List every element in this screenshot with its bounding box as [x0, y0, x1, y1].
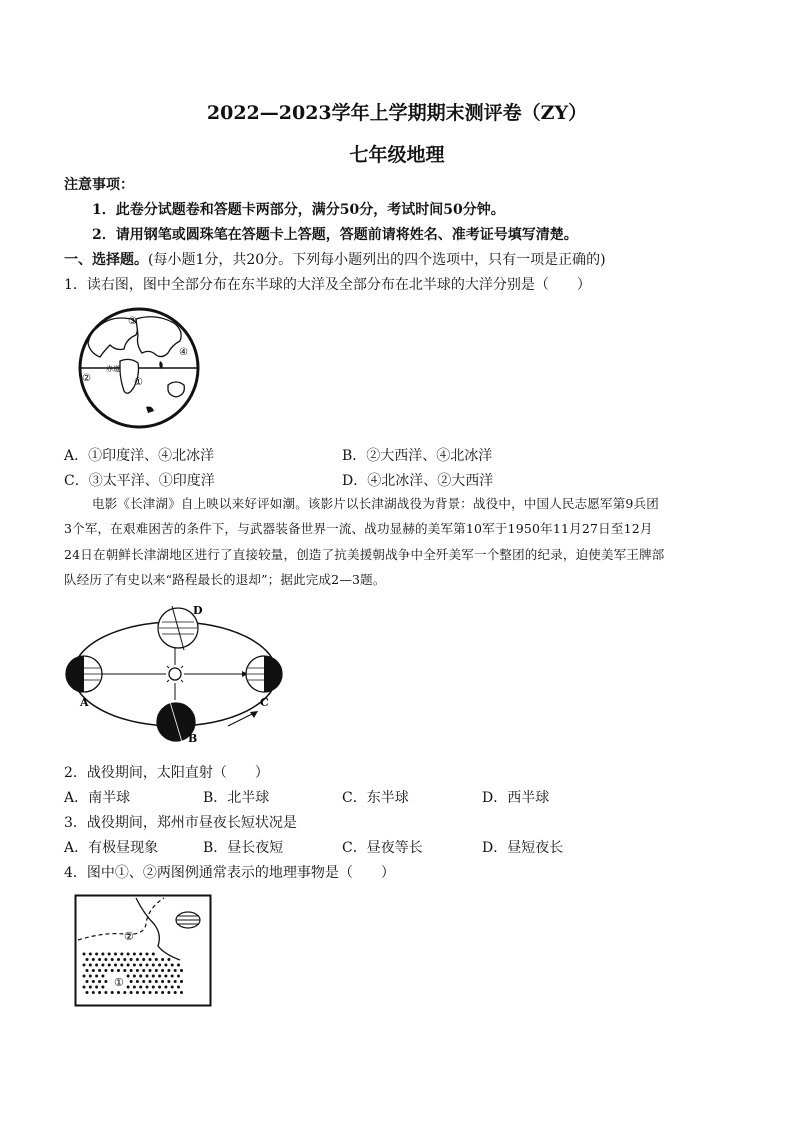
legend-dot: [171, 975, 174, 978]
legend-dot: [101, 986, 104, 989]
legend-dot: [161, 969, 164, 972]
legend-dot: [180, 991, 183, 994]
orbit-label-b: B: [188, 732, 198, 745]
notes-heading: 注意事项：: [64, 177, 134, 193]
legend-dot: [101, 975, 104, 978]
legend-dot: [167, 980, 170, 983]
legend-dot: [152, 986, 155, 989]
earth-orbit-figure: [60, 598, 290, 748]
legend-dot: [95, 975, 98, 978]
world-map-figure: [76, 305, 202, 431]
legend-dot: [152, 964, 155, 967]
legend-dot: [161, 991, 164, 994]
legend-dot: [114, 964, 117, 967]
legend-label-2: ②: [124, 930, 134, 943]
map-label-equator: 赤道: [106, 365, 120, 373]
legend-dot: [89, 975, 92, 978]
legend-dot: [120, 953, 123, 956]
legend-dot: [155, 969, 158, 972]
legend-dot: [108, 953, 111, 956]
q1-option-d[interactable]: D．④北冰洋、②大西洋: [342, 473, 494, 489]
passage-line-3: 24日在朝鲜长津湖地区进行了直接较量，创造了抗美援朝战争中全歼美军一个整团的纪录，迫使美军王牌部: [64, 547, 665, 562]
legend-dot: [98, 980, 101, 983]
legend-dot: [111, 969, 114, 972]
orbit-label-d: D: [193, 604, 203, 617]
legend-dot: [111, 958, 114, 961]
passage-line-2: 3个军，在艰难困苦的条件下，与武器装备世界一流、战功显赫的美军第10军于1950年11月27日至12月: [64, 521, 653, 536]
legend-dot: [114, 953, 117, 956]
legend-dot: [174, 980, 177, 983]
legend-dot: [92, 991, 95, 994]
legend-dot: [117, 969, 120, 972]
legend-dot: [133, 953, 136, 956]
legend-dot: [104, 991, 107, 994]
orbit-label-c: C: [260, 696, 269, 709]
legend-dot: [136, 969, 139, 972]
legend-dot: [164, 964, 167, 967]
legend-dot: [83, 975, 86, 978]
legend-dot: [127, 986, 130, 989]
legend-dot: [142, 991, 145, 994]
legend-dot: [86, 969, 89, 972]
legend-dot: [155, 980, 158, 983]
legend-dot: [136, 958, 139, 961]
legend-dot: [171, 964, 174, 967]
legend-dot: [120, 964, 123, 967]
legend-dot: [139, 953, 142, 956]
page-subtitle: 七年级地理: [349, 144, 445, 166]
legend-label-1: ①: [114, 976, 124, 989]
legend-dot: [174, 969, 177, 972]
legend-dot: [174, 991, 177, 994]
legend-dot: [95, 964, 98, 967]
q2-option-a[interactable]: A．南半球: [64, 790, 131, 806]
legend-dot: [108, 964, 111, 967]
legend-dot: [89, 964, 92, 967]
legend-dot: [104, 980, 107, 983]
legend-dot: [152, 975, 155, 978]
legend-dot: [127, 964, 130, 967]
earth-d: [158, 606, 198, 650]
legend-dot: [101, 964, 104, 967]
legend-dot: [83, 964, 86, 967]
question-1-stem: 1．读右图，图中全部分布在东半球的大洋及全部分布在北半球的大洋分别是（ ）: [64, 277, 591, 293]
legend-dot: [104, 969, 107, 972]
legend-dot: [101, 953, 104, 956]
legend-dot: [127, 975, 130, 978]
legend-dot: [139, 986, 142, 989]
q3-option-a[interactable]: A．有极昼现象: [64, 840, 159, 856]
q1-option-b[interactable]: B．②大西洋、④北冰洋: [342, 448, 493, 464]
legend-dot: [136, 980, 139, 983]
legend-dot: [133, 964, 136, 967]
section-title: 一、选择题。: [64, 252, 148, 268]
legend-dot: [98, 991, 101, 994]
legend-dot: [89, 986, 92, 989]
legend-dot: [180, 969, 183, 972]
legend-dot: [158, 986, 161, 989]
sun-icon: [163, 662, 187, 686]
legend-dot: [92, 969, 95, 972]
legend-dot: [161, 980, 164, 983]
legend-dot: [83, 986, 86, 989]
orbit-label-a: A: [80, 696, 89, 709]
q1-option-a[interactable]: A．①印度洋、④北冰洋: [64, 448, 215, 464]
question-4-stem: 4．图中①、②两图例通常表示的地理事物是（ ）: [64, 865, 395, 881]
legend-dot: [133, 986, 136, 989]
legend-dot: [142, 969, 145, 972]
legend-dot: [158, 975, 161, 978]
legend-dot: [167, 958, 170, 961]
legend-dot: [149, 958, 152, 961]
legend-dot: [83, 953, 86, 956]
q1-option-c[interactable]: C．③太平洋、①印度洋: [64, 473, 215, 489]
q3-option-c[interactable]: C．昼夜等长: [342, 840, 423, 856]
legend-dot: [177, 964, 180, 967]
note-item-1: 1．此卷分试题卷和答题卡两部分，满分50分，考试时间50分钟。: [92, 202, 505, 218]
legend-dot: [95, 953, 98, 956]
question-2-stem: 2．战役期间，太阳直射（ ）: [64, 765, 269, 781]
legend-dot: [146, 975, 149, 978]
legend-dot: [130, 991, 133, 994]
legend-dot: [117, 991, 120, 994]
legend-dot: [142, 980, 145, 983]
legend-dot: [139, 975, 142, 978]
legend-dot: [95, 986, 98, 989]
legend-map-figure: [74, 894, 214, 1008]
q3-option-b[interactable]: B．昼长夜短: [203, 840, 284, 856]
legend-dot: [146, 986, 149, 989]
legend-dot: [86, 980, 89, 983]
q2-option-d[interactable]: D．西半球: [482, 790, 550, 806]
legend-dot: [152, 953, 155, 956]
legend-dot: [130, 969, 133, 972]
legend-dot: [142, 958, 145, 961]
legend-dot: [164, 986, 167, 989]
section-heading: [64, 249, 606, 269]
section-instruction: (每小题1分，共20分。下列每小题列出的四个选项中，只有一项是正确的): [148, 252, 606, 268]
legend-dot: [164, 975, 167, 978]
q2-option-c[interactable]: C．东半球: [342, 790, 409, 806]
legend-dot: [167, 969, 170, 972]
legend-dot: [117, 958, 120, 961]
legend-dot: [111, 991, 114, 994]
map-label-2: ②: [82, 373, 91, 384]
legend-dot: [123, 991, 126, 994]
q3-option-d[interactable]: D．昼短夜长: [482, 840, 564, 856]
page-title: 2022—2023学年上学期期末测评卷（ZY）: [206, 102, 588, 124]
legend-dot: [155, 991, 158, 994]
legend-dot: [171, 986, 174, 989]
legend-dot: [155, 958, 158, 961]
q2-option-b[interactable]: B．北半球: [203, 790, 270, 806]
question-3-stem: 3．战役期间，郑州市昼夜长短状况是: [64, 815, 297, 831]
legend-dot: [177, 975, 180, 978]
legend-dot: [92, 980, 95, 983]
legend-dot: [130, 958, 133, 961]
legend-dot: [167, 991, 170, 994]
legend-dot: [130, 980, 133, 983]
map-label-3: ③: [128, 316, 137, 327]
passage-line-1: 电影《长津湖》自上映以来好评如潮。该影片以长津湖战役为背景：战役中，中国人民志愿军第9兵团: [92, 496, 659, 511]
note-item-2: 2．请用钢笔或圆珠笔在答题卡上答题，答题前请将姓名、准考证号填写清楚。: [92, 227, 578, 243]
legend-dot: [98, 969, 101, 972]
legend-dot: [92, 958, 95, 961]
legend-dot: [177, 986, 180, 989]
legend-dot: [149, 991, 152, 994]
legend-dot: [86, 958, 89, 961]
map-label-1: ①: [134, 377, 143, 388]
legend-dot: [86, 991, 89, 994]
legend-dot: [123, 969, 126, 972]
legend-dot: [139, 964, 142, 967]
legend-dot: [89, 953, 92, 956]
earth-a: [66, 656, 102, 692]
legend-dot: [158, 964, 161, 967]
map-label-4: ④: [179, 347, 188, 358]
legend-dot: [104, 958, 107, 961]
earth-c: [246, 656, 282, 692]
legend-dot: [180, 980, 183, 983]
legend-dot: [133, 975, 136, 978]
legend-dot: [149, 980, 152, 983]
legend-dot: [161, 958, 164, 961]
passage-line-4: 队经历了有史以来“路程最长的退却”；据此完成2—3题。: [64, 572, 386, 587]
legend-dot: [146, 953, 149, 956]
legend-dot: [98, 958, 101, 961]
legend-dot: [146, 964, 149, 967]
legend-dot: [127, 953, 130, 956]
legend-dot: [123, 958, 126, 961]
legend-dot: [149, 969, 152, 972]
legend-dot: [136, 991, 139, 994]
